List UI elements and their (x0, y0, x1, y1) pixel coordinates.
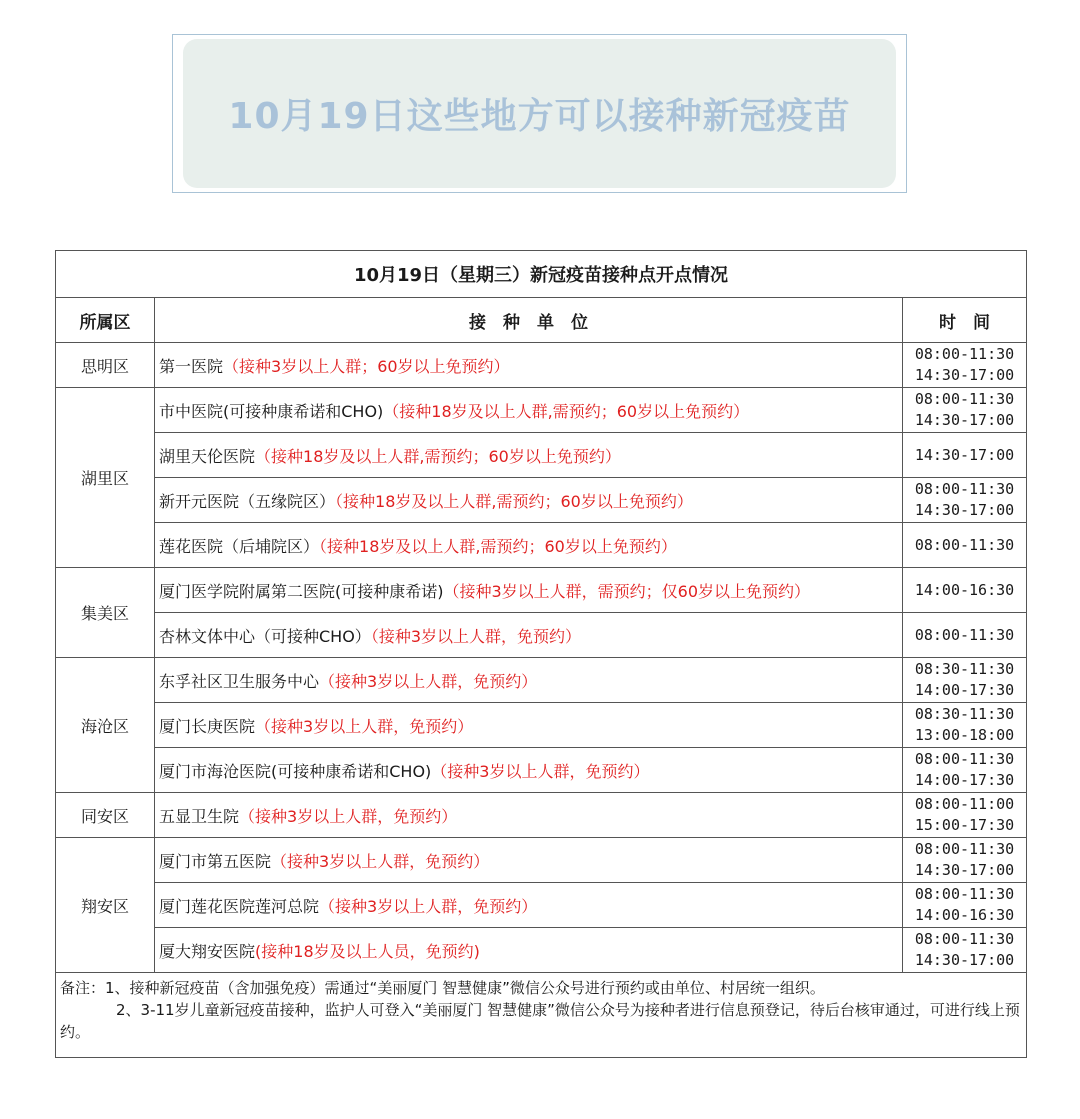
table-row (56, 523, 1027, 568)
time-slot: 08:30-11:30 (914, 705, 1015, 723)
table-row (56, 883, 1027, 928)
unit-name: 厦门市第五医院 (159, 851, 272, 871)
unit-name: 厦门莲花医院莲河总院 (159, 896, 320, 916)
time-cell (903, 568, 1027, 613)
time-cell (903, 928, 1027, 973)
time-slot: 14:30-17:00 (914, 501, 1015, 519)
time-slot: 08:00-11:30 (914, 840, 1015, 858)
unit-eligibility-note: （接种3岁以上人群，需预约；仅60岁以上免预约） (443, 581, 811, 601)
unit-eligibility-note: （接种3岁以上人群；60岁以上免预约） (223, 356, 510, 376)
note-2: 2、3-11岁儿童新冠疫苗接种，监护人可登入“美丽厦门 智慧健康”微信公众号为接种者进行信息预登记，待后台核审通过，可进行线上预约。 (60, 1001, 1020, 1041)
time-slot: 08:00-11:30 (914, 625, 1015, 644)
unit-name: 厦大翔安医院 (159, 941, 256, 961)
title-banner-panel (183, 39, 896, 188)
table-row (56, 748, 1027, 793)
unit-eligibility-note: （接种3岁以上人群，免预约） (319, 671, 538, 691)
unit-cell (155, 838, 903, 883)
unit-cell (155, 883, 903, 928)
unit-cell (155, 523, 903, 568)
time-slot: 08:00-11:30 (914, 930, 1015, 948)
district-cell: 湖里区 (56, 388, 155, 568)
time-slot: 14:30-17:00 (914, 411, 1015, 429)
district-cell: 同安区 (56, 793, 155, 838)
time-slot: 14:30-17:00 (914, 861, 1015, 879)
unit-cell (155, 793, 903, 838)
unit-eligibility-note: （接种18岁及以上人群,需预约；60岁以上免预约） (335, 491, 693, 511)
table-row (56, 838, 1027, 883)
table-row (56, 928, 1027, 973)
time-slot: 08:00-11:30 (914, 480, 1015, 498)
unit-eligibility-note: （接种3岁以上人群，免预约） (431, 761, 650, 781)
time-slot: 14:30-17:00 (914, 951, 1015, 969)
unit-cell (155, 613, 903, 658)
unit-cell (155, 568, 903, 613)
unit-cell (155, 388, 903, 433)
unit-name: 杏林文体中心（可接种CHO） (159, 626, 371, 646)
time-slot: 14:30-17:00 (914, 366, 1015, 384)
time-slot: 14:00-17:30 (914, 681, 1015, 699)
time-slot: 15:00-17:30 (914, 816, 1015, 834)
unit-eligibility-note: （接种3岁以上人群，免预约） (271, 851, 490, 871)
unit-name: 东孚社区卫生服务中心 (159, 671, 320, 691)
time-slot: 14:00-17:30 (914, 771, 1015, 789)
table-row (56, 793, 1027, 838)
table-row (56, 613, 1027, 658)
district-cell: 思明区 (56, 343, 155, 388)
unit-name: 五显卫生院 (159, 806, 240, 826)
district-cell: 集美区 (56, 568, 155, 658)
unit-eligibility-note: （接种18岁及以上人群,需预约；60岁以上免预约） (319, 536, 677, 556)
time-cell (903, 478, 1027, 523)
header-unit: 接 种 单 位 (155, 298, 903, 343)
unit-name: 新开元医院（五缘院区） (159, 491, 336, 511)
table-body (56, 343, 1027, 973)
time-slot: 08:00-11:30 (914, 390, 1015, 408)
time-cell (903, 838, 1027, 883)
unit-eligibility-note: （接种3岁以上人群，免预约） (255, 716, 474, 736)
time-slot: 14:00-16:30 (914, 580, 1015, 599)
unit-cell (155, 433, 903, 478)
time-cell (903, 433, 1027, 478)
title-banner (172, 34, 907, 193)
time-cell (903, 523, 1027, 568)
table-caption: 10月19日（星期三）新冠疫苗接种点开点情况 (56, 251, 1027, 298)
unit-name: 莲花医院（后埔院区） (159, 536, 320, 556)
time-cell (903, 388, 1027, 433)
unit-name: 厦门长庚医院 (159, 716, 256, 736)
time-slot: 08:00-11:30 (914, 750, 1015, 768)
table-row (56, 703, 1027, 748)
unit-name: 第一医院 (159, 356, 224, 376)
time-slot: 08:00-11:30 (914, 345, 1015, 363)
table-row (56, 388, 1027, 433)
unit-cell (155, 748, 903, 793)
header-time: 时 间 (903, 298, 1027, 343)
vaccination-schedule-table (55, 250, 1027, 1058)
unit-name: 厦门市海沧医院(可接种康希诺和CHO) (159, 761, 432, 781)
district-cell: 翔安区 (56, 838, 155, 973)
table-row (56, 658, 1027, 703)
time-cell (903, 343, 1027, 388)
unit-eligibility-note: （接种3岁以上人群，免预约） (370, 626, 581, 646)
time-slot: 08:00-11:30 (914, 885, 1015, 903)
unit-eligibility-note: （接种3岁以上人群，免预约） (239, 806, 458, 826)
time-slot: 14:00-16:30 (914, 906, 1015, 924)
time-cell (903, 703, 1027, 748)
time-slot: 08:30-11:30 (914, 660, 1015, 678)
unit-cell (155, 658, 903, 703)
table-row (56, 478, 1027, 523)
unit-name: 市中医院(可接种康希诺和CHO) (159, 401, 384, 421)
unit-cell (155, 928, 903, 973)
unit-name: 湖里天伦医院 (159, 446, 256, 466)
time-cell (903, 793, 1027, 838)
unit-eligibility-note: (接种18岁及以上人员，免预约) (255, 941, 480, 961)
district-cell: 海沧区 (56, 658, 155, 793)
time-cell (903, 883, 1027, 928)
unit-cell (155, 703, 903, 748)
unit-name: 厦门医学院附属第二医院(可接种康希诺) (159, 581, 444, 601)
table-row (56, 568, 1027, 613)
notes-cell (56, 973, 1027, 1058)
time-cell (903, 658, 1027, 703)
time-cell (903, 613, 1027, 658)
time-slot: 14:30-17:00 (914, 445, 1015, 464)
unit-cell (155, 343, 903, 388)
unit-eligibility-note: （接种3岁以上人群，免预约） (319, 896, 538, 916)
time-slot: 08:00-11:30 (914, 535, 1015, 554)
table-row (56, 343, 1027, 388)
header-district: 所属区 (56, 298, 155, 343)
time-slot: 08:00-11:00 (914, 795, 1015, 813)
table-row (56, 433, 1027, 478)
note-1: 备注：1、接种新冠疫苗（含加强免疫）需通过“美丽厦门 智慧健康”微信公众号进行预约或由单位、村居统一组织。 (60, 979, 825, 997)
unit-cell (155, 478, 903, 523)
time-cell (903, 748, 1027, 793)
table-header-row (56, 298, 1027, 343)
banner-title: 10月19日这些地方可以接种新冠疫苗 (228, 96, 851, 137)
unit-eligibility-note: （接种18岁及以上人群,需预约；60岁以上免预约） (255, 446, 621, 466)
time-slot: 13:00-18:00 (914, 726, 1015, 744)
unit-eligibility-note: （接种18岁及以上人群,需预约；60岁以上免预约） (383, 401, 750, 421)
